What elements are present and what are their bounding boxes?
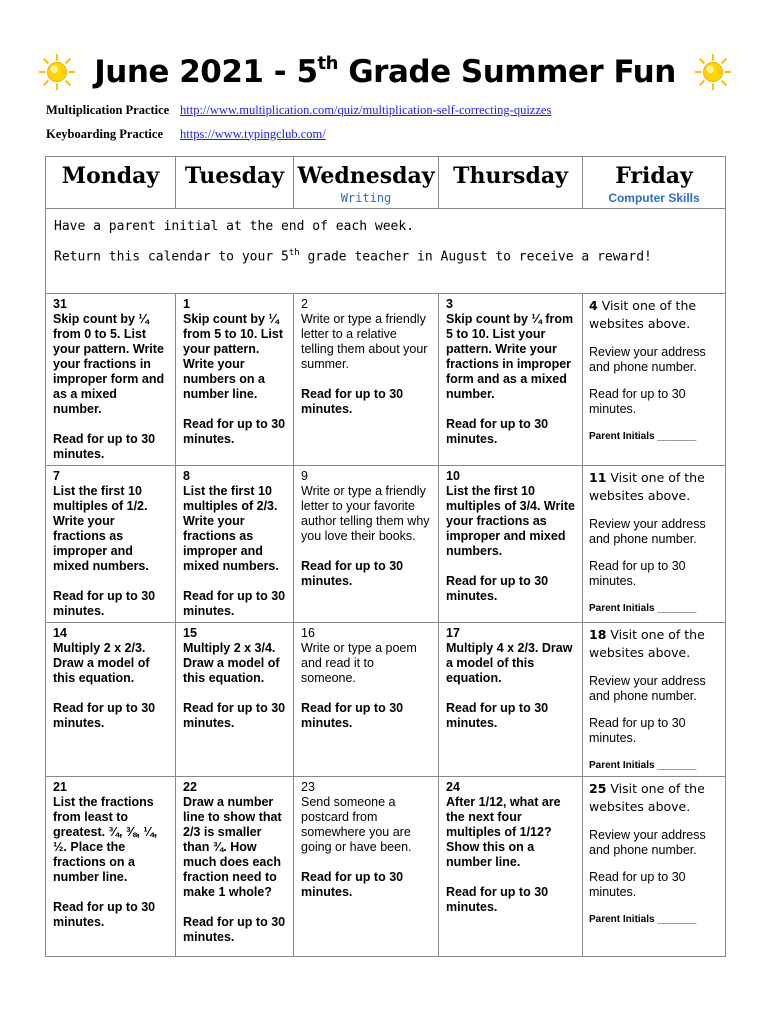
week-row bbox=[46, 623, 726, 777]
page-title: June 2021 - 5th Grade Summer Fun bbox=[94, 52, 676, 90]
parent-initials: Parent Initials _______ bbox=[589, 760, 697, 771]
day-cell bbox=[176, 294, 294, 466]
address-text: Review your address and phone number. bbox=[589, 828, 706, 857]
reading-text: Read for up to 30 minutes. bbox=[446, 417, 549, 446]
reading-text: Read for up to 30 minutes. bbox=[589, 387, 686, 416]
reading-text: Read for up to 30 minutes. bbox=[589, 870, 686, 899]
reading-text: Read for up to 30 minutes. bbox=[53, 701, 156, 730]
reading-text: Read for up to 30 minutes. bbox=[183, 701, 286, 730]
date-number: 1 bbox=[183, 297, 190, 311]
activity-text: List the first 10 multiples of 1/2. Write your fractions as improper and mixed numbers. bbox=[53, 484, 149, 573]
week-row bbox=[46, 777, 726, 957]
reading-text: Read for up to 30 minutes. bbox=[446, 701, 549, 730]
day-cell bbox=[439, 294, 583, 466]
day-cell bbox=[176, 466, 294, 623]
date-number: 17 bbox=[446, 626, 460, 640]
day-cell bbox=[439, 777, 583, 957]
friday-task: 11 Visit one of the websites above. bbox=[589, 470, 705, 503]
reading-text: Read for up to 30 minutes. bbox=[446, 574, 549, 603]
date-number: 25 bbox=[589, 781, 607, 796]
date-number: 10 bbox=[446, 469, 460, 483]
date-number: 15 bbox=[183, 626, 197, 640]
day-subtitle: Computer Skills bbox=[608, 191, 700, 205]
parent-initials: Parent Initials _______ bbox=[589, 603, 697, 614]
reading-text: Read for up to 30 minutes. bbox=[589, 716, 686, 745]
title-row bbox=[0, 44, 770, 100]
link-row-keyboarding bbox=[46, 122, 551, 146]
address-text: Review your address and phone number. bbox=[589, 345, 706, 374]
date-number: 24 bbox=[446, 780, 460, 794]
address-text: Review your address and phone number. bbox=[589, 674, 706, 703]
date-number: 8 bbox=[183, 469, 190, 483]
week-row bbox=[46, 294, 726, 466]
activity-text: Write or type a friendly letter to a relative telling them about your summer. bbox=[301, 312, 428, 371]
link-row-multiplication bbox=[46, 98, 551, 122]
instruction-line: Have a parent initial at the end of each week. bbox=[54, 219, 415, 234]
day-cell bbox=[294, 294, 439, 466]
date-number: 7 bbox=[53, 469, 60, 483]
day-cell bbox=[439, 466, 583, 623]
parent-initials: Parent Initials _______ bbox=[589, 914, 697, 925]
sun-icon bbox=[38, 53, 76, 91]
day-header-friday: Friday Computer Skills bbox=[583, 157, 726, 209]
day-header-row bbox=[46, 157, 726, 209]
date-number: 16 bbox=[301, 626, 315, 640]
day-cell bbox=[176, 777, 294, 957]
sun-icon bbox=[694, 53, 732, 91]
address-text: Review your address and phone number. bbox=[589, 517, 706, 546]
instruction-line: Return this calendar to your 5th grade teacher in August to receive a reward! bbox=[54, 248, 652, 265]
friday-task: 18 Visit one of the websites above. bbox=[589, 627, 705, 660]
date-number: 22 bbox=[183, 780, 197, 794]
day-cell bbox=[294, 466, 439, 623]
keyboarding-link[interactable]: https://www.typingclub.com/ bbox=[180, 126, 326, 141]
multiplication-link[interactable]: http://www.multiplication.com/quiz/multiplication-self-correcting-quizzes bbox=[180, 102, 552, 117]
friday-task: 25 Visit one of the websites above. bbox=[589, 781, 705, 814]
parent-initials: Parent Initials _______ bbox=[589, 431, 697, 442]
reading-text: Read for up to 30 minutes. bbox=[589, 559, 686, 588]
day-cell bbox=[46, 294, 176, 466]
day-header-thursday: Thursday bbox=[439, 157, 583, 209]
practice-links bbox=[46, 98, 551, 146]
reading-text: Read for up to 30 minutes. bbox=[446, 885, 549, 914]
date-number: 21 bbox=[53, 780, 67, 794]
reading-text: Read for up to 30 minutes. bbox=[53, 589, 156, 618]
activity-text: Skip count by ¼ from 5 to 10. List your pattern. Write your fractions in improper form and as a mixed number. bbox=[446, 312, 574, 401]
instructions-row bbox=[46, 209, 726, 294]
reading-text: Read for up to 30 minutes. bbox=[183, 589, 286, 618]
instructions-note bbox=[46, 209, 726, 294]
reading-text: Read for up to 30 minutes. bbox=[183, 915, 286, 944]
link-label: Multiplication Practice bbox=[46, 102, 170, 117]
reading-text: Read for up to 30 minutes. bbox=[301, 701, 404, 730]
day-cell bbox=[583, 777, 726, 957]
activity-text: After 1/12, what are the next four multiples of 1/12? Show this on a number line. bbox=[446, 795, 561, 869]
day-cell bbox=[583, 623, 726, 777]
date-number: 9 bbox=[301, 469, 308, 483]
activity-text: Skip count by ¼ from 5 to 10. List your pattern. Write your numbers on a number line. bbox=[183, 312, 284, 401]
activity-text: Send someone a postcard from somewhere you are going or have been. bbox=[301, 795, 412, 854]
reading-text: Read for up to 30 minutes. bbox=[53, 432, 156, 461]
activity-text: List the first 10 multiples of 2/3. Write your fractions as improper and mixed numbers. bbox=[183, 484, 279, 573]
reading-text: Read for up to 30 minutes. bbox=[301, 559, 404, 588]
activity-text: Multiply 2 x 2/3. Draw a model of this equation. bbox=[53, 641, 150, 685]
day-cell bbox=[583, 294, 726, 466]
day-header-tuesday: Tuesday bbox=[176, 157, 294, 209]
date-number: 31 bbox=[53, 297, 67, 311]
reading-text: Read for up to 30 minutes. bbox=[301, 387, 404, 416]
day-cell bbox=[294, 777, 439, 957]
reading-text: Read for up to 30 minutes. bbox=[183, 417, 286, 446]
day-cell bbox=[439, 623, 583, 777]
date-number: 3 bbox=[446, 297, 453, 311]
date-number: 2 bbox=[301, 297, 308, 311]
day-cell bbox=[46, 466, 176, 623]
activity-text: Write or type a poem and read it to someone. bbox=[301, 641, 417, 685]
day-cell bbox=[176, 623, 294, 777]
day-header-wednesday: Wednesday Writing bbox=[294, 157, 439, 209]
activity-text: List the first 10 multiples of 3/4. Write your fractions as improper and mixed numbers. bbox=[446, 484, 575, 558]
day-subtitle: Writing bbox=[340, 191, 392, 205]
date-number: 14 bbox=[53, 626, 67, 640]
day-cell bbox=[46, 777, 176, 957]
activity-text: Multiply 4 x 2/3. Draw a model of this equation. bbox=[446, 641, 573, 685]
day-header-monday: Monday bbox=[46, 157, 176, 209]
activity-text: Draw a number line to show that 2/3 is smaller than ¾. How much does each fraction need to make 1 whole? bbox=[183, 795, 282, 899]
activity-text: List the fractions from least to greatest. ¾, ⅜, ¼, ½. Place the fractions on a number line. bbox=[53, 795, 158, 884]
date-number: 11 bbox=[589, 470, 607, 485]
calendar-table bbox=[45, 156, 726, 957]
date-number: 18 bbox=[589, 627, 607, 642]
week-row bbox=[46, 466, 726, 623]
activity-text: Multiply 2 x 3/4. Draw a model of this equation. bbox=[183, 641, 280, 685]
reading-text: Read for up to 30 minutes. bbox=[301, 870, 404, 899]
day-cell bbox=[294, 623, 439, 777]
friday-task: 4 Visit one of the websites above. bbox=[589, 298, 697, 331]
activity-text: Skip count by ¼ from 0 to 5. List your pattern. Write your fractions in improper form and as a mixed number. bbox=[53, 312, 165, 416]
activity-text: Write or type a friendly letter to your favorite author telling them why you love their books. bbox=[301, 484, 430, 543]
date-number: 4 bbox=[589, 298, 598, 313]
date-number: 23 bbox=[301, 780, 315, 794]
day-cell bbox=[46, 623, 176, 777]
link-label: Keyboarding Practice bbox=[46, 126, 163, 141]
day-cell bbox=[583, 466, 726, 623]
reading-text: Read for up to 30 minutes. bbox=[53, 900, 156, 929]
